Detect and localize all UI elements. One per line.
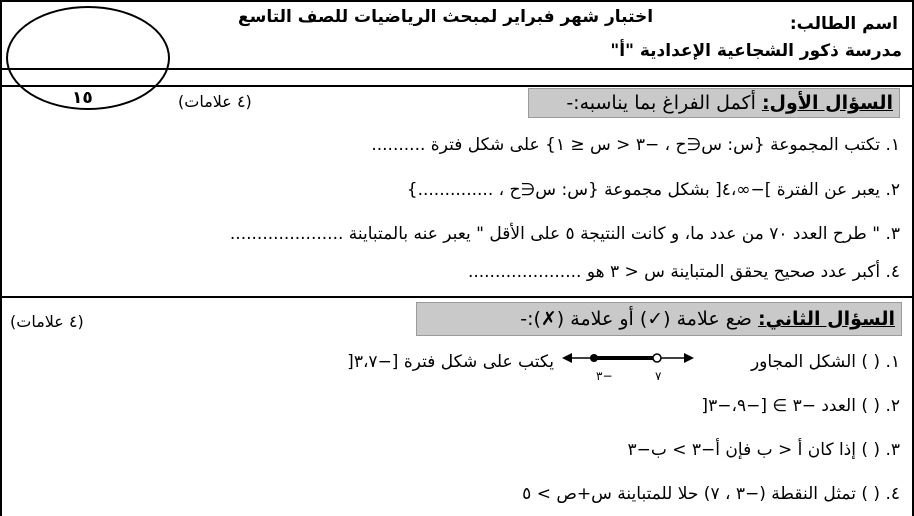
q2-item-4: ٤. ( ) تمثل النقطة (−٣ ، ٧) حلا للمتباينة س+ص > ٥: [522, 484, 900, 504]
q2-item-1-tail: يكتب على شكل فترة [−٣،٧[: [347, 352, 554, 372]
q1-marks: (٤ علامات): [178, 92, 252, 111]
score-value: ١٥: [72, 88, 93, 108]
numline-left-label: −٣: [596, 369, 613, 383]
q1-title: [528, 88, 900, 118]
number-line-figure: [560, 346, 696, 382]
student-name-label: اسم الطالب:: [789, 14, 898, 34]
q1-item-3: ٣. " طرح العدد ٧٠ من عدد ما، و كانت النتيجة ٥ على الأقل " يعبر عنه بالمتباينة .....................: [229, 224, 900, 244]
q1-label: السؤال الأول:: [761, 92, 893, 114]
q2-item-2: ٢. ( ) العدد −٣ ∋ [−٩،−٣[: [701, 396, 900, 416]
numline-right-label: ٧: [655, 369, 662, 383]
left-border: [0, 86, 2, 516]
q2-marks: (٤ علامات): [10, 312, 84, 331]
q1-item-2: ٢. يعبر عن الفترة ]−∞،٤[ بشكل مجموعة {س: س∈ح ، ..............}: [406, 180, 900, 200]
q1-item-4: ٤. أكبر عدد صحيح يحقق المتباينة س < ٣ هو .....................: [467, 262, 900, 282]
exam-title: اختبار شهر فبراير لمبحث الرياضيات للصف التاسع: [238, 7, 654, 27]
q2-instruction: ضع علامة (✓) أو علامة (✗):-: [520, 308, 752, 330]
q2-item-3: ٣. ( ) إذا كان أ < ب فإن أ−٣ > ب−٣: [627, 440, 900, 460]
q2-title: [416, 302, 902, 336]
q2-label: السؤال الثاني:: [758, 308, 895, 330]
section-divider: [0, 296, 914, 298]
q1-item-1: ١. تكتب المجموعة {س: س∈ح ، −٣ < س ≤ ١} على شكل فترة ..........: [371, 135, 900, 155]
q2-item-1-text: ١. ( ) الشكل المجاور: [750, 352, 900, 372]
school-name: مدرسة ذكور الشجاعية الإعدادية "أ": [610, 41, 902, 61]
q1-instruction: أكمل الفراغ بما يناسبه:-: [566, 92, 756, 114]
